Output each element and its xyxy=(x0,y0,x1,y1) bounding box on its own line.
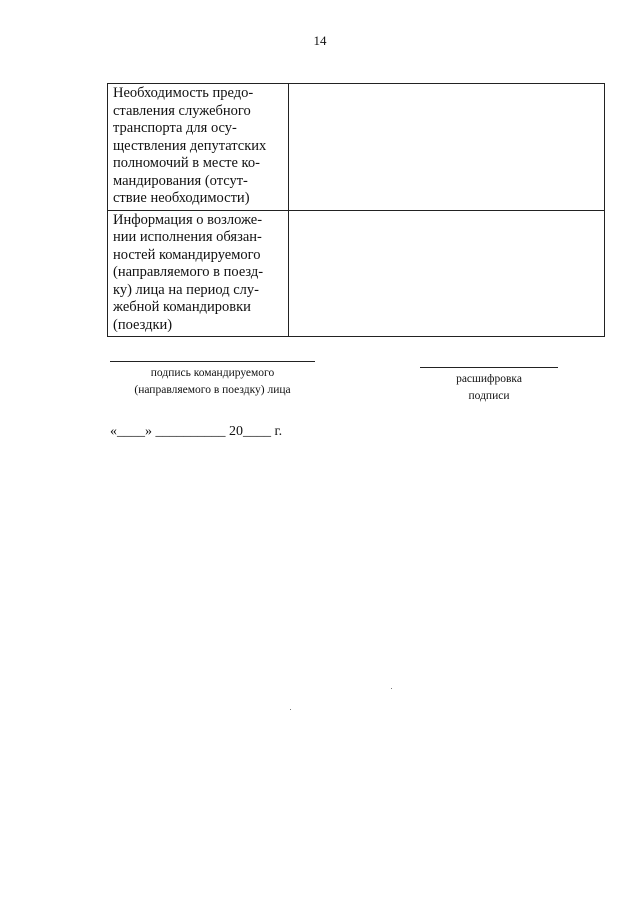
row-value-service-transport xyxy=(289,84,605,211)
signature-caption-left: подпись командируемого (направляемого в поездку) лица xyxy=(134,367,291,396)
date-line: «____» __________ 20____ г. xyxy=(110,424,283,439)
scan-speck xyxy=(290,709,291,710)
scan-speck xyxy=(391,688,392,689)
table-row xyxy=(108,84,605,211)
signature-caption-right: расшифровка подписи xyxy=(456,373,522,402)
signature-line-left xyxy=(110,361,315,362)
signature-line-right xyxy=(420,367,558,368)
row-label-duties-assignment: Информация о возложе- нии исполнения обязан- ностей командируемого (направляемого в поезд- ку) лица на период слу- жебной командировки (поездки) xyxy=(108,210,289,337)
page-number: 14 xyxy=(313,33,327,48)
table-row xyxy=(108,210,605,337)
form-table xyxy=(107,83,605,337)
row-value-duties-assignment xyxy=(289,210,605,337)
row-label-service-transport: Необходимость предо- ставления служебного транспорта для осу- ществления депутатских полномочий в месте ко- мандирования (отсут- ствие необходимости) xyxy=(108,84,289,211)
